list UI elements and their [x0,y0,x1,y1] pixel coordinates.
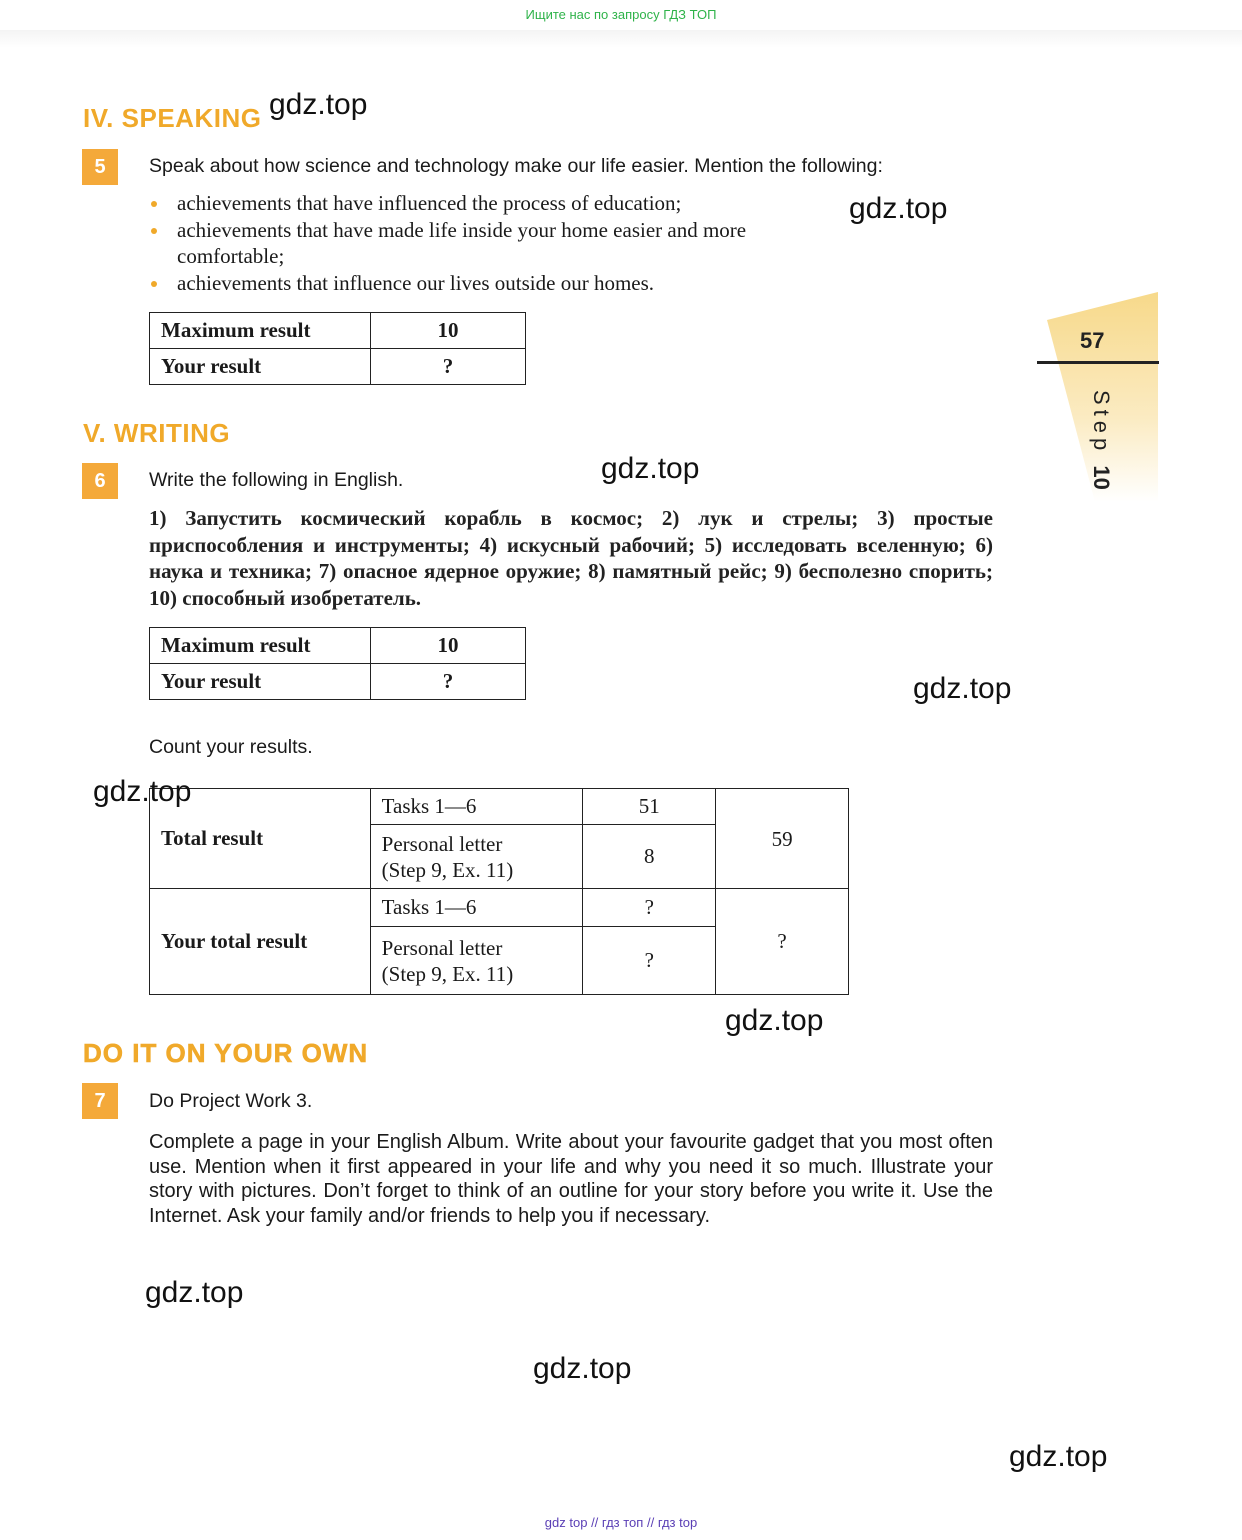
writing-roman: V. [83,418,107,448]
personal-letter-line: Personal letter [381,935,503,960]
writing-heading [83,418,230,449]
personal-letter-label [370,825,583,889]
footer-link[interactable]: гдз топ [601,1515,644,1530]
speaking-title: SPEAKING [121,103,262,133]
speaking-heading [83,103,261,134]
bullet-text: achievements that have made life inside your home easier and more comfortable; [177,217,747,268]
task-5-number: 5 [82,149,118,185]
total-sum: 59 [716,789,849,889]
table-row [150,313,526,349]
page-number-rule [1037,361,1159,364]
watermark: gdz.top [1009,1440,1108,1473]
table-row [150,789,849,825]
your-total-result-label: Your total result [150,889,371,995]
max-result-value: 10 [371,628,526,664]
your-result-value: ? [371,349,526,385]
watermark: gdz.top [601,452,700,485]
tasks-label: Tasks 1—6 [370,789,583,825]
header-shadow [0,30,1242,48]
total-result-label: Total result [150,789,371,889]
bullet-dot-icon [151,281,157,287]
watermark: gdz.top [849,192,948,225]
total-results-table [149,788,849,995]
personal-letter-score: 8 [583,825,716,889]
bullet-item [149,217,841,270]
table-row [150,664,526,700]
speaking-roman: IV. [83,103,114,133]
watermark: gdz.top [913,672,1012,705]
personal-letter-ref: (Step 9, Ex. 11) [381,857,514,882]
search-banner[interactable]: Ищите нас по запросу ГДЗ ТОП [525,7,717,22]
writing-title: WRITING [113,418,231,448]
footer-link[interactable]: gdz top [544,1515,588,1530]
watermark: gdz.top [145,1276,244,1309]
tasks-label: Tasks 1—6 [370,889,583,927]
table-row [150,628,526,664]
bullet-item [149,190,849,217]
personal-letter-line: Personal letter [381,831,503,856]
footer-link[interactable]: гдз top [657,1515,698,1530]
your-result-value: ? [371,664,526,700]
watermark: gdz.top [269,88,368,121]
russian-phrases: 1) Запустить космический корабль в космос; 2) лук и стрелы; 3) простые приспособления и инструменты; 4) искусный рабочий; 5) исследовать вселенную; 6) наука и техника; 7) опасное ядерное оружие; 8) памятный рейс; 9) бесполезно спорить; 10) способный изобретатель. [149,506,993,610]
watermark: gdz.top [725,1004,824,1037]
footer-links [0,1515,1242,1530]
your-result-label: Your result [150,664,371,700]
bullet-text: achievements that have influenced the process of education; [177,191,682,215]
bullet-text: achievements that influence our lives outside our homes. [177,270,655,295]
bullet-dot-icon [151,201,157,207]
watermark: gdz.top [533,1352,632,1385]
your-result-label: Your result [150,349,371,385]
your-total-sum: ? [716,889,849,995]
tasks-score: 51 [583,789,716,825]
task-7-text: Do Project Work 3. [149,1090,313,1112]
task-5-text: Speak about how science and technology make our life easier. Mention the following: [149,155,883,177]
step-label [1086,390,1116,510]
task-5-bullets [149,190,849,296]
step-number: 10 [1089,465,1114,490]
footer-separator: // [591,1515,599,1530]
max-result-label: Maximum result [150,628,371,664]
bullet-dot-icon [151,228,157,234]
own-heading: DO IT ON YOUR OWN [83,1038,369,1068]
step-word: Step [1089,390,1114,456]
watermark: gdz.top [93,775,192,808]
task-6-text: Write the following in English. [149,469,404,491]
table-row [150,349,526,385]
page-number: 57 [1080,328,1105,353]
personal-letter-label [370,927,583,995]
count-results-text: Count your results. [149,736,313,758]
task-7-number: 7 [82,1083,118,1119]
table-row [150,889,849,927]
task-6-number: 6 [82,463,118,499]
bullet-item [149,270,849,297]
personal-letter-ref: (Step 9, Ex. 11) [381,961,514,986]
writing-score-table [149,627,526,700]
footer-separator: // [646,1515,655,1530]
project-description: Complete a page in your English Album. Write about your favourite gadget that you most often use. Mention when it first appeared in your life and why you need it so much. Illustrate your story with pictures. Don’t forget to think of an outline for your story before you write it. Use the Internet. Ask your family and/or friends to help you if necessary. [149,1131,993,1227]
personal-letter-score: ? [583,927,716,995]
max-result-value: 10 [371,313,526,349]
speaking-score-table [149,312,526,385]
tasks-score: ? [583,889,716,927]
max-result-label: Maximum result [150,313,371,349]
